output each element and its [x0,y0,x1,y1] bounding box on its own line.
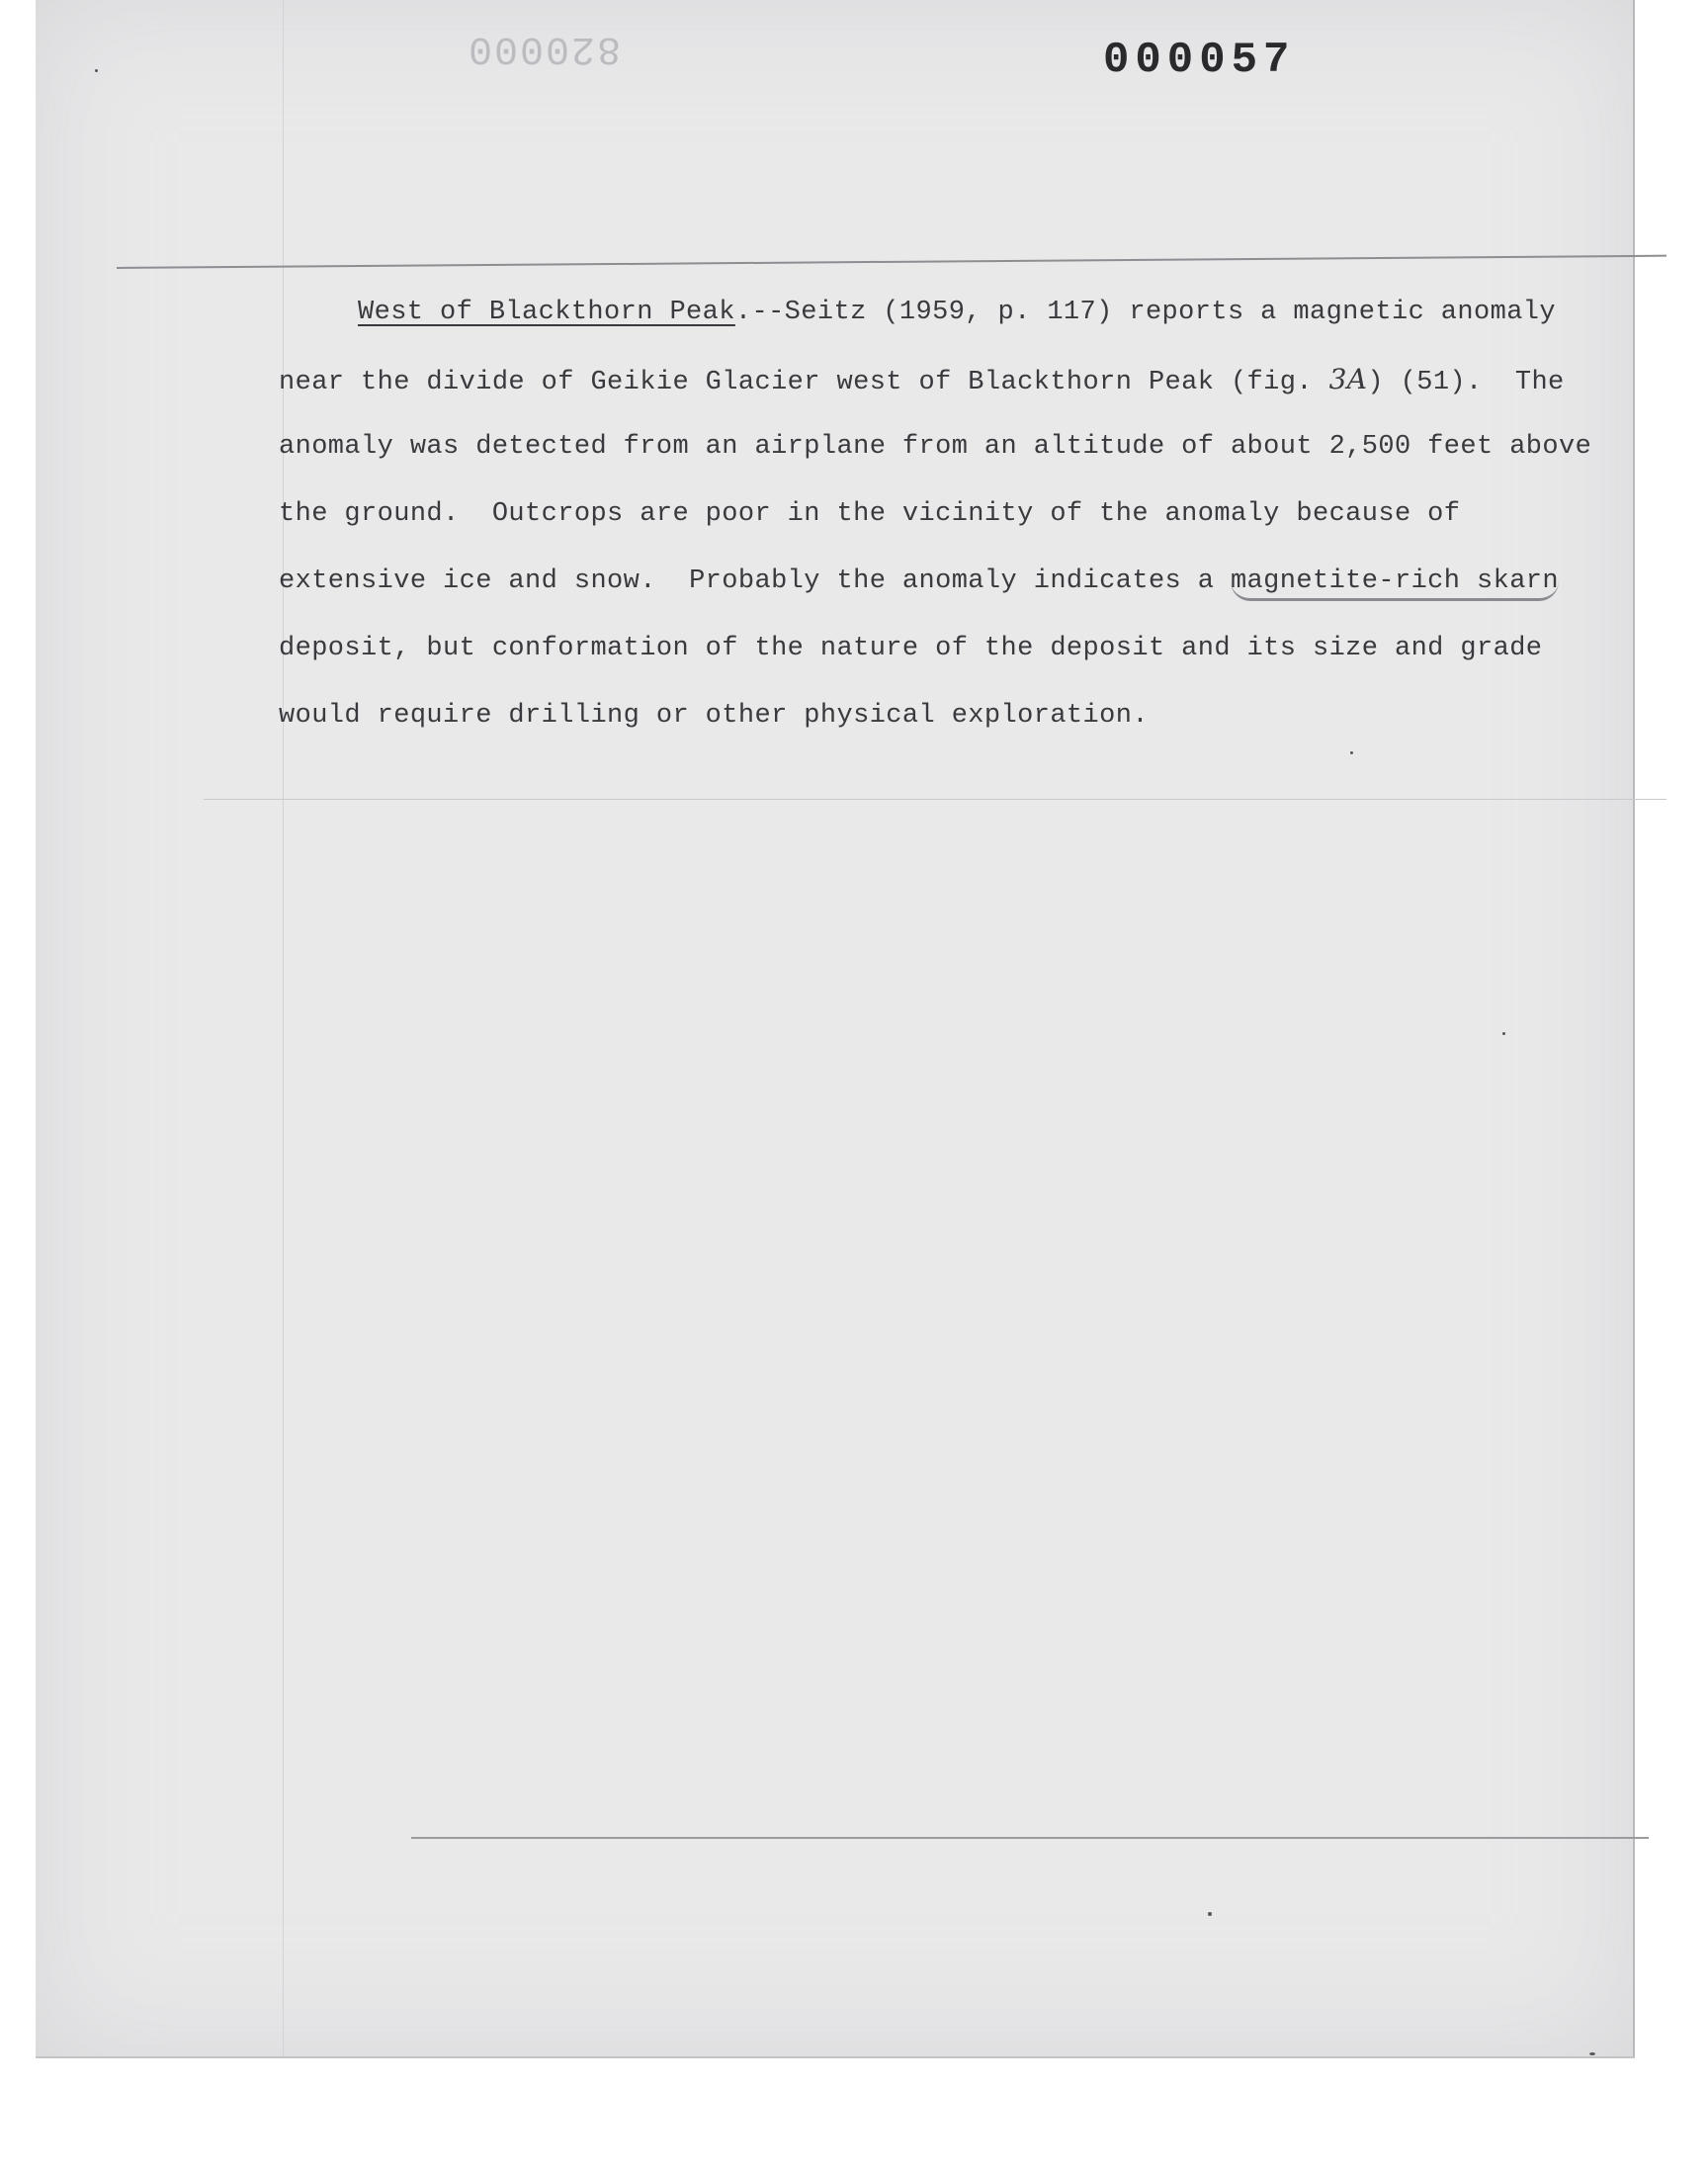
body-paragraph [279,279,1623,749]
paragraph-line-4: the ground. Outcrops are poor in the vicinity of the anomaly because of [279,499,1461,529]
ghost-page-number: 820000 [467,26,622,70]
line-5-text: extensive ice and snow. Probably the anomaly indicates a [279,566,1231,596]
paragraph-line-6: deposit, but conformation of the nature of the deposit and its size and grade [279,634,1543,663]
page-number: 000057 [1103,36,1296,85]
line-1-text: .--Seitz (1959, p. 117) reports a magnetic anomaly [734,298,1557,327]
underlined-phrase: magnetite-rich skarn [1231,566,1559,601]
paragraph-line-3: anomaly was detected from an airplane from an altitude of about 2,500 feet above [279,432,1592,462]
line-2-text-start: near the divide of Geikie Glacier west of Blackthorn Peak (fig. [279,368,1329,397]
document-page [36,0,1635,2058]
scan-speck [1502,1032,1505,1035]
paragraph-line-7: would require drilling or other physical exploration. [279,701,1149,731]
handwritten-figure-ref: 3A [1328,363,1368,395]
paragraph-line-5 [279,548,1623,615]
middle-rule [204,799,1666,800]
scan-speck [1208,1912,1212,1916]
top-rule [117,255,1666,269]
scan-speck [1350,751,1353,754]
scan-speck [95,69,98,72]
paragraph-line-1 [279,279,1623,346]
bottom-rule [411,1837,1649,1839]
scan-speck [1589,2052,1595,2055]
line-2-text-end: ) (51). The [1367,368,1565,397]
section-heading: West of Blackthorn Peak [358,298,735,327]
paragraph-line-2 [279,346,1623,413]
